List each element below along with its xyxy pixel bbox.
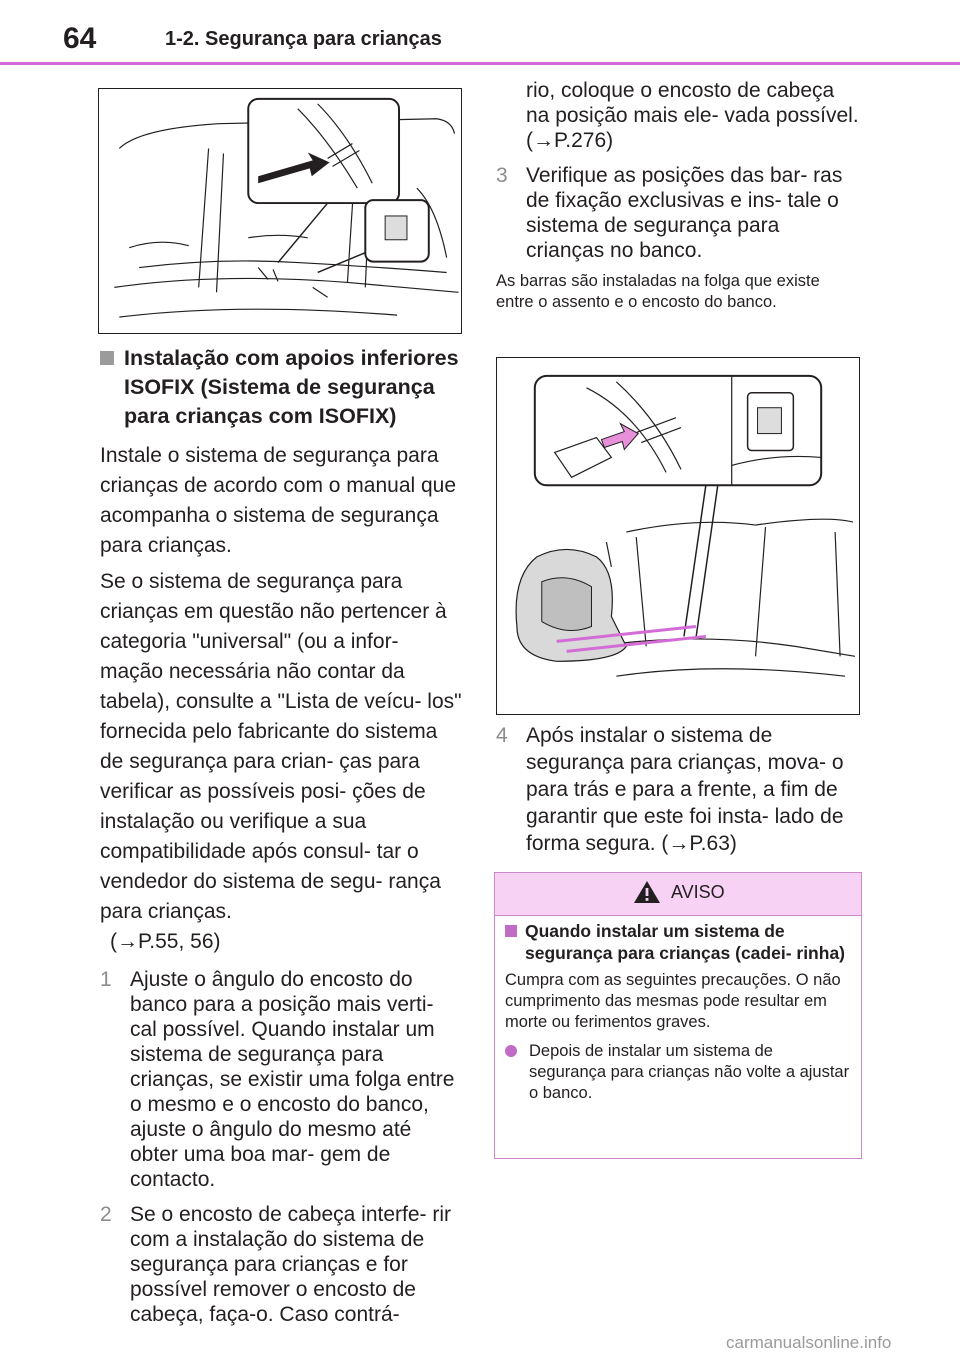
- figure-child-seat: [496, 357, 860, 715]
- step-text: Após instalar o sistema de segurança para crianças, mova- o para trás e para a frente, a fim de garantir que este foi insta- lado de forma segura. (→P.63): [526, 724, 844, 855]
- warning-body: [505, 921, 853, 1104]
- figure-seat-anchors: [98, 88, 462, 334]
- warning-text: Cumpra com as seguintes precauções. O não cumprimento das mesmas pode resultar em morte ou ferimentos graves.: [505, 971, 841, 1031]
- bullet-dot-icon: [505, 1045, 517, 1057]
- step-number: 3: [496, 164, 508, 187]
- step-text: Verifique as posições das bar- ras de fixação exclusivas e ins- tale o sistema de segurança para crianças no banco.: [526, 164, 843, 262]
- section-title: 1-2. Segurança para crianças: [165, 28, 442, 50]
- page-number: 64: [63, 22, 97, 55]
- step-number: 2: [100, 1203, 112, 1226]
- heading-text: Instalação com apoios inferiores ISOFIX (Sistema de segurança para crianças com ISOFIX): [124, 346, 459, 428]
- warning-bullet: [505, 1041, 853, 1104]
- right-column-top: [496, 78, 860, 312]
- warning-heading-text: Quando instalar um sistema de segurança para crianças (cadei- rinha): [525, 921, 845, 963]
- note-text: As barras são instaladas na folga que existe entre o assento e o encosto do banco.: [496, 272, 820, 311]
- intro-paragraph: Instale o sistema de segurança para crianças de acordo com o manual que acompanha o sistema de segurança para crianças.: [100, 444, 457, 557]
- page-header: [0, 0, 960, 70]
- seat-anchors-illustration: [99, 89, 461, 333]
- section-heading: [100, 344, 462, 431]
- warning-title: AVISO: [671, 882, 725, 902]
- warning-square-bullet: [505, 925, 517, 937]
- heading-square-bullet: [100, 351, 114, 365]
- step-text: rio, coloque o encosto de cabeça na posição mais ele- vada possível. (→P.276): [526, 79, 859, 152]
- warning-box: [494, 872, 862, 1159]
- step-3: [496, 163, 860, 263]
- right-column-bottom: [496, 722, 860, 857]
- step-2: [100, 1202, 462, 1327]
- universal-paragraph: Se o sistema de segurança para crianças em questão não pertencer à categoria "universal" (ou a infor- mação necessária não contar da tabela), consulte a "Lista de veícu- los" fornecida pelo fabricante do sistema de segurança para crian- ças para verificar as possíveis posi- ções de instalação ou verifique a sua compatibilidade após consul- tar o vendedor do sistema de segu- rança para crianças.: [100, 570, 462, 923]
- left-column: [100, 344, 462, 1327]
- child-seat-illustration: [497, 358, 859, 714]
- step-text: Ajuste o ângulo do encosto do banco para a posição mais verti- cal possível. Quando instalar um sistema de segurança para crianças, se existir uma folga entre o mesmo e o encosto do banco, ajuste o ângulo do mesmo até obter uma boa mar- gem de contacto.: [130, 968, 455, 1191]
- warning-triangle-icon: [633, 879, 661, 905]
- warning-header: [495, 873, 861, 916]
- watermark: carmanualsonline.info: [726, 1333, 892, 1352]
- step-text: Se o encosto de cabeça interfe- rir com a instalação do sistema de segurança para crianças e for possível remover o encosto de cabeça, faça-o. Caso contrá-: [130, 1203, 452, 1326]
- warning-bullet-text: Depois de instalar um sistema de segurança para crianças não volte a ajustar o banco.: [529, 1042, 850, 1102]
- step-1: [100, 967, 462, 1192]
- step-number: 1: [100, 968, 112, 991]
- page-reference: (→P.55, 56): [110, 930, 221, 953]
- warning-heading: [505, 921, 853, 964]
- step-4: [496, 722, 860, 857]
- header-divider: [0, 62, 960, 65]
- step-2-continued: [496, 78, 860, 153]
- step-number: 4: [496, 724, 508, 747]
